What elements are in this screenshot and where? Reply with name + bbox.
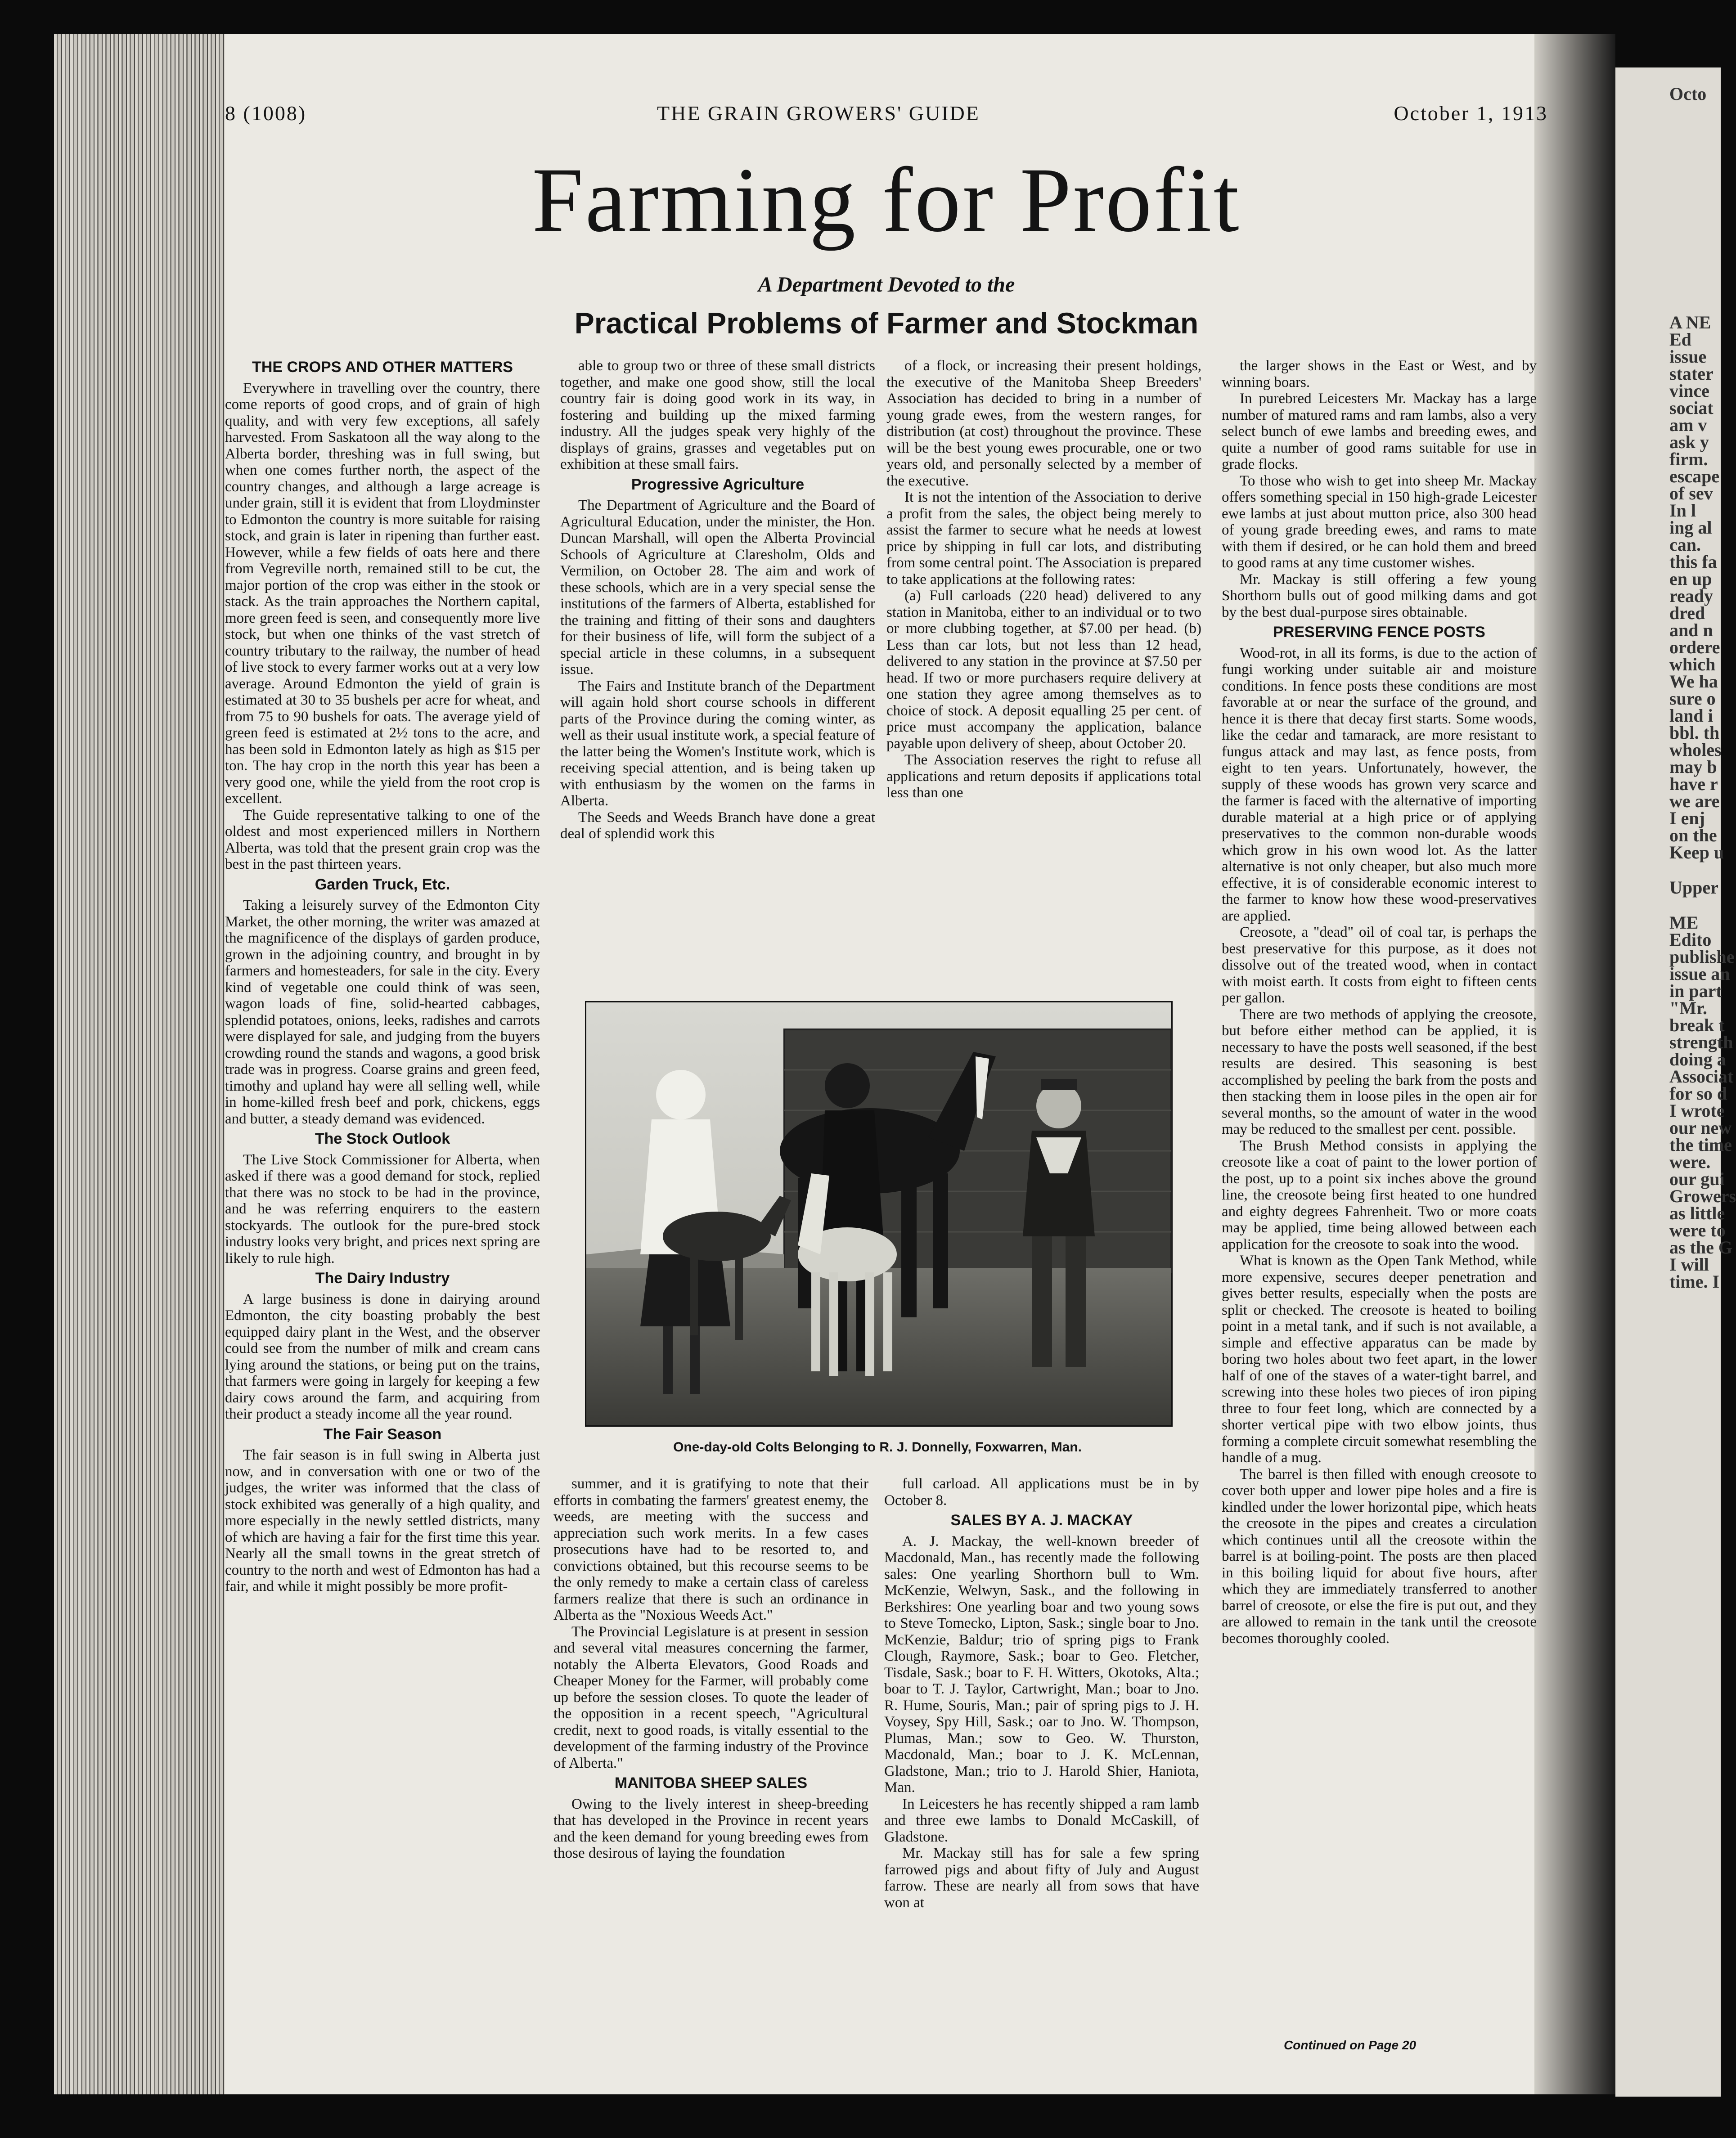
column-2-top	[560, 358, 875, 979]
paragraph: (a) Full carloads (220 head) delivered to any station in Manitoba, either to an individual or to two or more clubbing together, at $7.00 per head. (b) Less than car lots, but not less than 12 head, delivered to any station in the province at $7.50 per head. If two or more purchasers require delivery at one station they agree among themselves as to choice of stock. A deposit equalling 25 per cent. of price must accompany the application, balance payable upon delivery of sheep, about October 20.	[886, 588, 1201, 752]
facing-line: "Mr.	[1669, 998, 1708, 1018]
department-name: Practical Problems of Farmer and Stockman	[574, 306, 1199, 340]
facing-line: Keep u	[1669, 842, 1724, 862]
paragraph: The Association reserves the right to refuse all applications and return deposits if applications total less than one	[886, 752, 1201, 801]
facing-line: issue	[1669, 346, 1707, 367]
paragraph: Everywhere in travelling over the country, there come reports of good crops, and of grain of high quality, and with very few exceptions, all safely harvested. From Saskatoon all the way along to the Alberta border, threshing was in full swing, but when one comes further north, the aspect of the country changes, and although a large acreage is under grain, still it is evident that from Lloydminster to Edmonton the country is more suitable for raising stock, and grain is later in ripening than further east. However, while a few fields of oats here and there from Vegreville north, remained still to be cut, the major portion of the crop was either in the stook or stack. As the train approaches the Northern capital, more green feed is seen, and consequently more live stock, but when one thinks of the vast stretch of country tributary to the railway, the number of head of live stock to every farmer works out at a very low average. Around Edmonton the yield of grain is estimated at 30 to 35 bushels per acre for wheat, and from 75 to 90 bushels for oats. The average yield of green feed is estimated at 2½ tons to the acre, and has been sold in Edmonton lately as high as $15 per ton. The hay crop in the north this year has been a very good one, while the yield from the root crop is excellent.	[225, 380, 540, 807]
facing-line: ordere	[1669, 637, 1720, 657]
binding-spine	[54, 34, 225, 2094]
paragraph: Creosote, a "dead" oil of coal tar, is perhaps the best preservative for this purpose, as it does not dissolve out of the treated wood, when in contact with moist earth. It costs from eight to fifteen cents per gallon.	[1222, 924, 1537, 1006]
paragraph: A. J. Mackay, the well-known breeder of Macdonald, Man., has recently made the following sales: One yearling Shorthorn bull to Wm. McKenzie, Welwyn, Sask., and the following in Berkshires: One yearling boar and two young sows to Steve Tomecko, Lipton, Sask.; single boar to Jno. McKenzie, Baldur; trio of spring pigs to Frank Clough, Raymore, Sask.; boar to Geo. Fletcher, Tisdale, Sask.; boar to F. H. Witters, Okotoks, Alta.; boar to T. J. Taylor, Cartwright, Man.; boar to Jno. R. Hume, Souris, Man.; pair of spring pigs to J. H. Voysey, Spy Hill, Sask.; oar to Jno. W. Thompson, Plumas, Man.; sow to Geo. W. Thurston, Macdonald, Man.; boar to J. K. McLennan, Gladstone, Man.; trio to J. Harold Shier, Haniota, Man.	[884, 1533, 1199, 1796]
paragraph: To those who wish to get into sheep Mr. Mackay offers something special in 150 high-grade Leicester ewe lambs at just about mutton price, also 300 head of young grade breeding ewes, and rams to mate with them if desired, or he can hold them and breed to good rams at any time customer wishes.	[1222, 472, 1537, 571]
column-1	[225, 355, 540, 2047]
facing-line: of sev	[1669, 483, 1713, 503]
paragraph: The Live Stock Commissioner for Alberta, when asked if there was a good demand for stock, replied that there was no stock to be had in the province, and he was referring enquirers to the eastern stockyards. The outlook for the pure-bred stock industry looks very bright, and prices next spring are likely to rule high.	[225, 1151, 540, 1267]
page-title: Farming for Profit	[532, 149, 1241, 251]
paragraph: Taking a leisurely survey of the Edmonton City Market, the other morning, the writer was amazed at the magnificence of the displays of garden produce, grown in the adjoining country, and brought in by farmers and homesteaders, for sale in the city. Every kind of vegetable one could think of was seen, wagon loads of fine, solid-hearted cabbages, splendid potatoes, onions, leeks, radishes and carrots were displayed for sale, and judging from the buyers crowding round the stands and wagons, a good brisk trade was in progress. Coarse grains and green feed, timothy and upland hay were all selling well, while in home-killed fresh beef and pork, chickens, eggs and butter, a steady demand was evidenced.	[225, 897, 540, 1127]
paragraph: able to group two or three of these small districts together, and make one good show, still the local country fair is doing good work in its way, in fostering and building up the mixed farming industry. All the judges speak very highly of the displays of grains, grasses and vegetables put on exhibition at these small fairs.	[560, 358, 875, 472]
facing-line: wholes	[1669, 740, 1722, 760]
facing-line: sociat	[1669, 398, 1714, 418]
facing-line: en up	[1669, 569, 1712, 589]
facing-line: doing a	[1669, 1049, 1726, 1069]
paragraph: of a flock, or increasing their present holdings, the executive of the Manitoba Sheep Breeders' Association has decided to bring in a number of young grade ewes, from the western ranges, for distribution (at cost) throughout the province. These will be the best young ewes procurable, one or two years old, and personally selected by a member of the executive.	[886, 358, 1201, 489]
section-heading: PRESERVING FENCE POSTS	[1273, 624, 1485, 641]
column-3-bottom	[884, 1476, 1199, 2052]
page-gutter	[1534, 34, 1615, 2094]
paragraph: The Brush Method consists in applying the creosote like a coat of paint to the lower portion of the post, up to a point six inches above the ground line, the creosote being first heated to one hundred and eighty degrees Fahrenheit. Two or more coats may be applied, time being allowed between each application for the creosote to soak into the wood.	[1222, 1137, 1537, 1253]
facing-line: escape	[1669, 466, 1720, 486]
facing-line: We ha	[1669, 671, 1718, 692]
facing-line: for so d	[1669, 1083, 1727, 1104]
paragraph: It is not the intention of the Association to derive a profit from the sales, the object being merely to assist the farmer to secure what he needs at lowest price by shipping in full car lots, and distributing from some central point. The Association is prepared to take applications at the following rates:	[886, 489, 1201, 588]
column-3-top	[886, 358, 1201, 979]
facing-line: ME	[1669, 912, 1699, 933]
facing-line: firm.	[1669, 449, 1708, 469]
facing-line: I enj	[1669, 808, 1705, 828]
facing-line: Associat	[1669, 1066, 1734, 1087]
paper-name: THE GRAIN GROWERS' GUIDE	[657, 102, 980, 125]
facing-line: time. I	[1669, 1271, 1720, 1292]
section-heading: THE CROPS AND OTHER MATTERS	[252, 359, 513, 376]
section-heading: The Stock Outlook	[315, 1130, 450, 1147]
paragraph: The Department of Agriculture and the Board of Agricultural Education, under the minister, the Hon. Duncan Marshall, will open the Alberta Provincial Schools of Agriculture at Claresholm, Olds and Vermilion, on October 28. The aim and work of these schools, which are in a very special sense the institutions of the farmers of Alberta, established for the training and fitting of their sons and daughters for their business of life, will form the subject of a special article in these columns, in a subsequent issue.	[560, 497, 875, 678]
paragraph: In purebred Leicesters Mr. Mackay has a large number of matured rams and ram lambs, also a very select bunch of ewe lambs and breeding ewes, and quite a number of good rams suitable for use in grade flocks.	[1222, 391, 1537, 472]
paragraph: Owing to the lively interest in sheep-breeding that has developed in the Province in recent years and the keen demand for young breeding ewes from those desirous of laying the foundation	[553, 1796, 868, 1861]
facing-line: vince	[1669, 381, 1709, 401]
issue-date: October 1, 1913	[1394, 102, 1548, 125]
facing-line: am v	[1669, 415, 1707, 435]
facing-line: have r	[1669, 774, 1718, 794]
facing-line: Ed	[1669, 329, 1691, 350]
facing-line: as little	[1669, 1203, 1725, 1223]
facing-line: stater	[1669, 364, 1714, 384]
section-heading: The Dairy Industry	[315, 1270, 450, 1287]
facing-line: we are	[1669, 791, 1720, 811]
paragraph: In Leicesters he has recently shipped a ram lamb and three ewe lambs to Donald McCaskill, of Gladstone.	[884, 1796, 1199, 1845]
paragraph: The fair season is in full swing in Alberta just now, and in conversation with one or two of the judges, the writer was informed that the class of stock exhibited was generally of a high quality, and more especially in the newly settled districts, many of which are having a fair for the first time this year. Nearly all the small towns in the great stretch of country to the north and west of Edmonton has had a fair, and while it might possibly be more profit-	[225, 1447, 540, 1595]
section-heading: The Fair Season	[323, 1425, 442, 1443]
section-heading: SALES BY A. J. MACKAY	[950, 1512, 1133, 1529]
paragraph: There are two methods of applying the creosote, but before either method can be applied, it is necessary to have the posts well seasoned, if the best results are desired. This seasoning is best accomplished by peeling the bark from the posts and then stacking them in loose piles in the open air for several months, so the amount of water in the wood may be reduced to the smallest per cent. possible.	[1222, 1006, 1537, 1137]
facing-line: I will	[1669, 1254, 1709, 1275]
colts-photo	[585, 1001, 1173, 1427]
paragraph: Mr. Mackay still has for sale a few spring farrowed pigs and about fifty of July and August farrow. These are nearly all from sows that have won at	[884, 1845, 1199, 1911]
facing-line: ready	[1669, 586, 1714, 606]
paragraph: the larger shows in the East or West, and by winning boars.	[1222, 358, 1537, 391]
section-heading: Progressive Agriculture	[631, 476, 805, 493]
facing-line: land i	[1669, 705, 1713, 726]
facing-line: In l	[1669, 500, 1696, 521]
section-heading: MANITOBA SHEEP SALES	[614, 1774, 808, 1792]
facing-line: sure o	[1669, 688, 1716, 709]
facing-line: Octo	[1669, 84, 1707, 104]
paragraph: The Provincial Legislature is at present in session and several vital measures concerning the farmer, notably the Alberta Elevators, Good Roads and Cheaper Money for the Farmer, will probably come up before the session closes. To quote the leader of the opposition in a recent speech, "Agricultural credit, next to good roads, is vitally essential to the development of the farming industry of the Province of Alberta."	[553, 1623, 868, 1771]
facing-line: publishe	[1669, 947, 1735, 967]
facing-line: which	[1669, 654, 1716, 674]
facing-line: in part	[1669, 981, 1722, 1001]
continued-note: Continued on Page 20	[1283, 2038, 1417, 2052]
facing-line: as the G	[1669, 1237, 1732, 1258]
facing-line: and n	[1669, 620, 1713, 640]
facing-line: ask y	[1669, 432, 1709, 452]
page-number: 8 (1008)	[225, 102, 307, 125]
column-2-bottom	[553, 1476, 868, 2052]
section-heading: Garden Truck, Etc.	[315, 876, 450, 893]
facing-line: dred	[1669, 603, 1705, 623]
facing-line: Growers	[1669, 1186, 1736, 1206]
paragraph: The Fairs and Institute branch of the Department will again hold short course schools in different parts of the Province during the coming winter, as well as their usual institute work, a special feature of the latter being the Women's Institute work, which is receiving special attention, and is being taken up with enthusiasm by the women on the farms in Alberta.	[560, 678, 875, 809]
facing-line: were to	[1669, 1220, 1726, 1240]
paragraph: Mr. Mackay is still offering a few young Shorthorn bulls out of good milking dams and got by the best dual-purpose sires obtainable.	[1222, 571, 1537, 620]
facing-line: break t	[1669, 1015, 1725, 1035]
paragraph: The barrel is then filled with enough creosote to cover both upper and lower pipe holes and a fire is kindled under the lower horizontal pipe, which heats the creosote in the pipes and creates a circulation which continues until all the creosote within the barrel is at boiling-point. The posts are then placed in this boiling liquid for about five hours, after which they are immediately transferred to another barrel of creosote, or else the fire is put out, and they are allowed to remain in the tank until the creosote becomes thoroughly cooled.	[1222, 1466, 1537, 1647]
department-subtitle: A Department Devoted to the	[758, 273, 1015, 296]
paragraph: The Seeds and Weeds Branch have done a great deal of splendid work this	[560, 809, 875, 842]
facing-line: our gui	[1669, 1169, 1725, 1189]
facing-line: this fa	[1669, 552, 1717, 572]
facing-line: bbl. th	[1669, 723, 1720, 743]
paragraph: Wood-rot, in all its forms, is due to the action of fungi working under suitable air and moisture conditions. In fence posts these conditions are most favorable at or near the surface of the ground, and hence it is there that decay first starts. Some woods, like the cedar and tamarack, are more resistant to fungus attack and may last, as fence posts, from eight to ten years. Unfortunately, however, the supply of these woods has grown very scarce and the farmer is faced with the alternative of importing durable material at a high price or of applying preservatives to the common non-durable woods which grow in his own wood lot. As the latter alternative is not only cheaper, but also much more effective, it is of considerable economic interest to the farmer to know how these wood-preservatives are applied.	[1222, 645, 1537, 924]
facing-line: were.	[1669, 1152, 1711, 1172]
facing-line: A NE	[1669, 312, 1711, 332]
facing-line: ing al	[1669, 517, 1712, 538]
facing-line: the time	[1669, 1135, 1732, 1155]
facing-line: our new	[1669, 1118, 1732, 1138]
paragraph: summer, and it is gratifying to note that their efforts in combating the farmers' greatest enemy, the weeds, are meeting with the success and appreciation such work merits. In a few cases prosecutions have had to be resorted to, and convictions obtained, but this recourse seems to be the only remedy to make a certain class of careless farmers realize that there is such an ordinance in Alberta as the "Noxious Weeds Act."	[553, 1476, 868, 1623]
facing-line: Edito	[1669, 930, 1712, 950]
facing-page-fragment	[1615, 67, 1736, 2097]
paragraph: The Guide representative talking to one of the oldest and most experienced millers in Northern Alberta, was told that the present grain crop was the best in the past thirteen years.	[225, 807, 540, 872]
paragraph: full carload. All applications must be in by October 8.	[884, 1476, 1199, 1509]
facing-line: on the	[1669, 825, 1717, 845]
photo-illustration	[586, 1002, 1171, 1425]
facing-line: strength	[1669, 1032, 1733, 1052]
facing-line: can.	[1669, 534, 1701, 555]
facing-line: may b	[1669, 757, 1717, 777]
column-4	[1222, 358, 1537, 2031]
paragraph: What is known as the Open Tank Method, while more expensive, secures deeper penetration and gives better results, especially when the posts are split or checked. The creosote is heated to boiling point in a metal tank, and if such is not available, a simple and effective apparatus can be made by boring two holes about two feet apart, in the lower half of one of the staves of a water-tight barrel, and screwing into these holes two pieces of iron piping three to four feet long, which are connected by a shorter vertical pipe with two elbow joints, thus forming a complete circuit somewhat resembling the handle of a mug.	[1222, 1253, 1537, 1466]
paragraph: A large business is done in dairying around Edmonton, the city boasting probably the best equipped dairy plant in the West, and the observer could see from the number of milk and cream cans lying around the stations, or being put on the trains, that farmers were going in largely for keeping a few dairy cows around the farm, and acquiring from their product a steady income all the year round.	[225, 1291, 540, 1422]
facing-line: issue an	[1669, 964, 1730, 984]
photo-caption: One-day-old Colts Belonging to R. J. Donnelly, Foxwarren, Man.	[673, 1440, 1082, 1455]
running-header	[225, 101, 1548, 128]
facing-line: I wrote	[1669, 1100, 1725, 1121]
facing-line: Upper	[1669, 877, 1718, 898]
